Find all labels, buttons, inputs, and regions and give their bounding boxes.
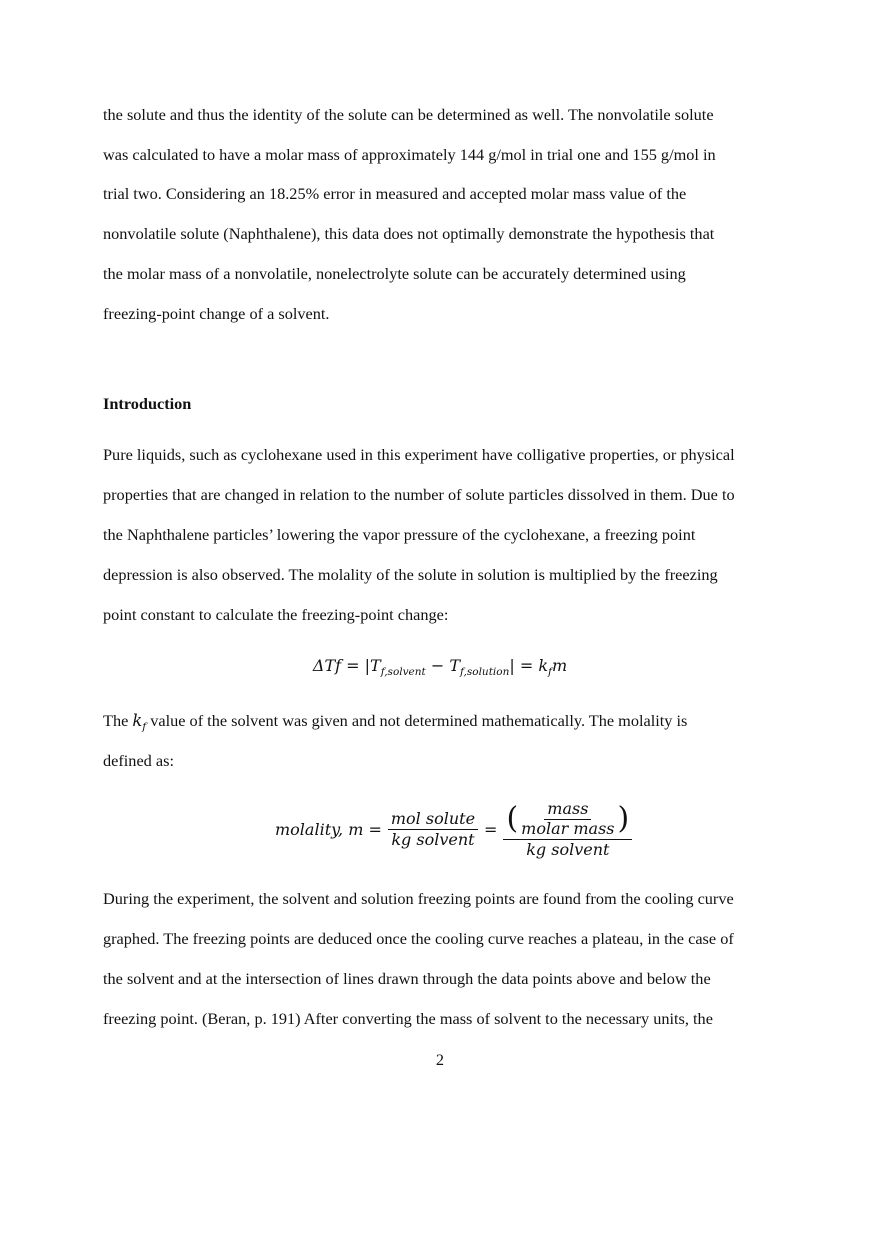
- inner-numerator: mass: [544, 800, 591, 820]
- paragraph-4-line-4: freezing point. (Beran, p. 191) After converting the mass of solvent to the necessary units, the: [103, 1009, 713, 1028]
- paragraph-3-line-2: defined as:: [103, 751, 174, 770]
- t-solution-subscript: f,solution: [460, 666, 510, 678]
- section-heading: Introduction: [103, 394, 192, 413]
- inner-denominator: molar mass: [521, 819, 615, 838]
- molality-symbol: m: [551, 656, 568, 675]
- paragraph-1-line-5: the molar mass of a nonvolatile, nonelectrolyte solute can be accurately determined using: [103, 264, 686, 283]
- k-subscript: f: [548, 666, 552, 678]
- freezing-point-equation: $\Delta Tf = |T_{f,solvent} - T_{f,solution}| = k_fm$: [312, 656, 568, 678]
- paragraph-4-line-2: graphed. The freezing points are deduced once the cooling curve reaches a plateau, in the case of: [103, 929, 734, 948]
- kf-symbol: k: [132, 711, 143, 730]
- paragraph-1-line-6: freezing-point change of a solvent.: [103, 304, 330, 323]
- delta-tf: ΔTf: [312, 656, 342, 675]
- paragraph-2-line-4: depression is also observed. The molality of the solute in solution is multiplied by the freezing: [103, 565, 718, 584]
- paragraph-1-line-3: trial two. Considering an 18.25% error in measured and accepted molar mass value of the: [103, 184, 687, 203]
- paragraph-1-line-4: nonvolatile solute (Naphthalene), this data does not optimally demonstrate the hypothesis that: [103, 224, 715, 243]
- molality-equation: [275, 800, 632, 859]
- paragraph-2-line-3: the Naphthalene particles’ lowering the vapor pressure of the cyclohexane, a freezing point: [103, 525, 696, 544]
- t-solvent-subscript: f,solvent: [380, 666, 426, 678]
- outer-denominator: kg solvent: [526, 840, 610, 859]
- equals-sign-2: =: [519, 656, 534, 675]
- page-number: 2: [435, 1050, 445, 1069]
- paragraph-1-line-1: the solute and thus the identity of the solute can be determined as well. The nonvolatile solute: [103, 105, 714, 124]
- fraction-numerator: mol solute: [388, 810, 478, 830]
- equals-sign: =: [346, 656, 360, 675]
- t-solvent: T: [370, 656, 381, 675]
- paragraph-2-line-2: properties that are changed in relation to the number of solute particles dissolved in them. Due to: [103, 485, 735, 504]
- molality-lhs: molality, m =: [275, 820, 382, 839]
- minus-sign: −: [430, 656, 445, 675]
- fraction-mol-per-kg: [388, 810, 478, 849]
- equals-sign-3: =: [484, 820, 498, 839]
- paragraph-2-line-5: point constant to calculate the freezing-point change:: [103, 605, 449, 624]
- fraction-mass-per-kg: ( $\frac{\text{mass}}{\text{molar mass}}$ ) kg solvent: [503, 800, 632, 859]
- k: k: [538, 656, 549, 675]
- paragraph-2-line-1: Pure liquids, such as cyclohexane used in this experiment have colligative properties, or physical: [103, 445, 735, 464]
- t-solution: T: [449, 656, 461, 675]
- fraction-denominator: kg solvent: [391, 830, 475, 849]
- paragraph-1-line-2: was calculated to have a molar mass of approximately 144 g/mol in trial one and 155 g/mol in: [103, 145, 716, 164]
- paragraph-4-line-3: the solvent and at the intersection of lines drawn through the data points above and below the: [103, 969, 711, 988]
- paragraph-3-line-1: The $k_f$ value of the solvent was given and not determined mathematically. The molality is: [103, 711, 688, 733]
- paragraph-4-line-1: During the experiment, the solvent and solution freezing points are found from the cooling curve: [103, 889, 734, 908]
